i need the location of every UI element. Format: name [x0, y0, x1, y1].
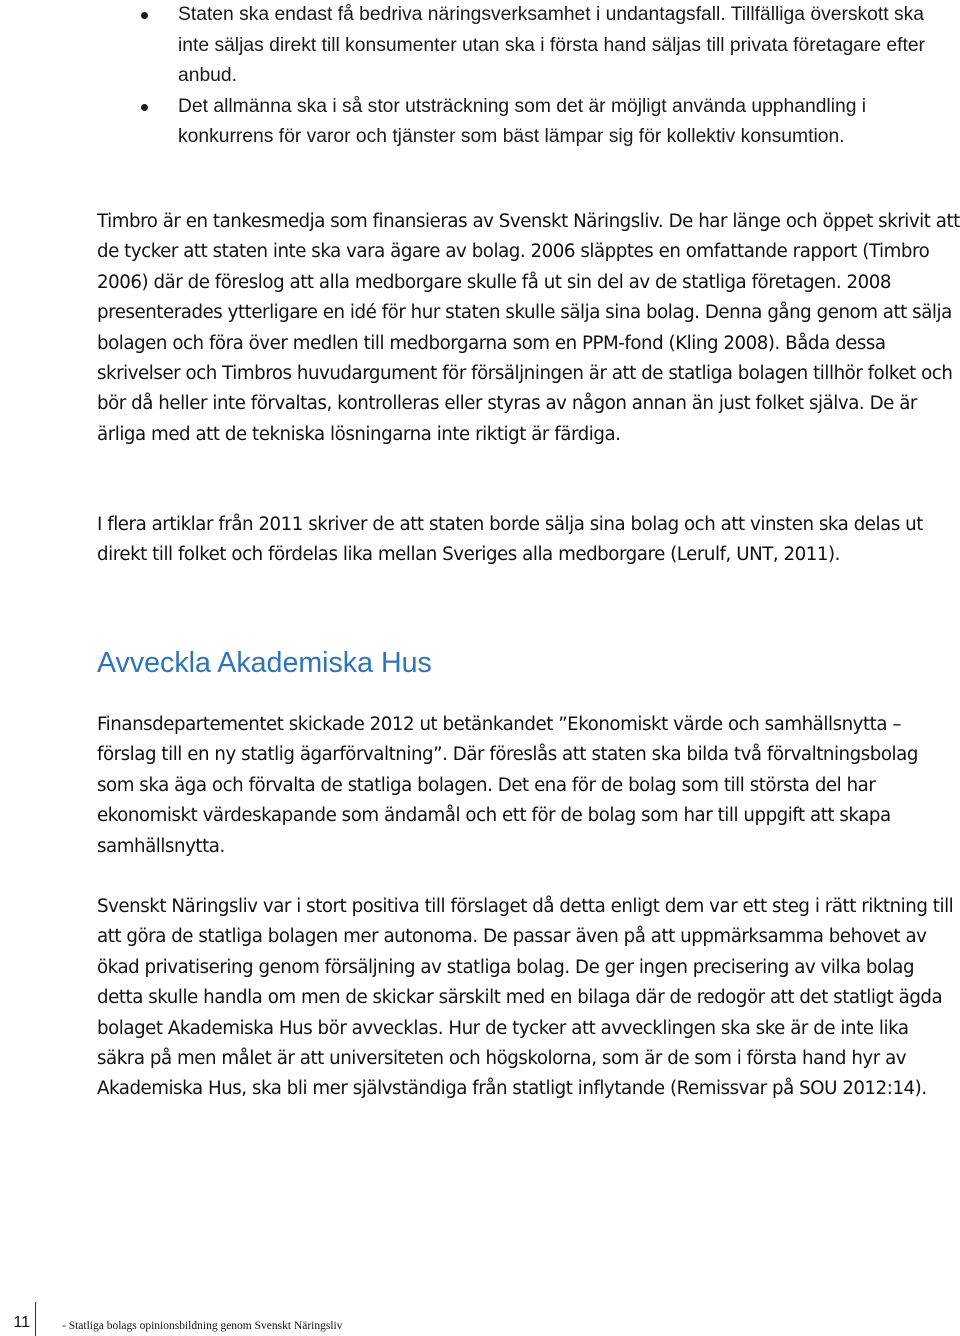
- list-item: [0, 0, 938, 92]
- paragraph-finansdepartementet: Finansdepartementet skickade 2012 ut betänkandet ”Ekonomiskt värde och samhällsnytta – förslag till en ny statlig ägarförvaltning”. Där föreslås att staten ska bilda två förvaltningsbolag som ska äga och förvalta de statliga bolagen. Det ena för de bolag som till största del har ekonomiskt värdeskapande som ändamål och ett för de bolag som har till uppgift att skapa samhällsnytta.: [97, 714, 918, 857]
- list-item: [0, 92, 938, 153]
- page-number: 11: [13, 1314, 30, 1331]
- footer-running-title: - Statliga bolags opinionsbildning genom Svenskt Näringsliv: [62, 1320, 343, 1332]
- footer-divider: [35, 1302, 36, 1336]
- paragraph-timbro: Timbro är en tankesmedja som finansieras av Svenskt Näringsliv. De har länge och öppet skrivit att de tycker att staten inte ska vara ägare av bolag. 2006 släpptes en omfattande rapport (Timbro 2006) där de föreslog att alla medborgare skulle få ut sin del av de statliga företagen. 2008 presenterades ytterligare en idé för hur staten skulle sälja sina bolag. Denna gång genom att sälja bolagen och föra över medlen till medborgarna som en PPM-fond (Kling 2008). Båda dessa skrivelser och Timbros huvudargument för försäljningen är att de statliga bolagen tillhör folket och bör då heller inte förvaltas, kontrolleras eller styras av någon annan än just folket själva. De är ärliga med att de tekniska lösningarna inte riktigt är färdiga.: [97, 211, 960, 445]
- section-heading: Avveckla Akademiska Hus: [97, 647, 432, 679]
- paragraph-articles: I flera artiklar från 2011 skriver de att staten borde sälja sina bolag och att vinsten ska delas ut direkt till folket och fördelas lika mellan Sveriges alla medborgare (Lerulf, UNT, 2011).: [97, 514, 923, 566]
- bullet-dot-icon: [141, 104, 148, 111]
- paragraph-svenskt-naringsliv: Svenskt Näringsliv var i stort positiva till förslaget då detta enligt dem var ett steg i rätt riktning till att göra de statliga bolagen mer autonoma. De passar även på att uppmärksamma behovet av ökad privatisering genom försäljning av statliga bolag. De ger ingen precisering av vilka bolag detta skulle handla om men de skickar särskilt med en bilaga där de redogör att det statligt ägda bolaget Akademiska Hus bör avvecklas. Hur de tycker att avvecklingen ska ske är de inte lika säkra på men målet är att universiteten och högskolorna, som är de som i första hand hyr av Akademiska Hus, ska bli mer självständiga från statligt inflytande (Remissvar på SOU 2012:14).: [97, 896, 954, 1100]
- bullet-list: [0, 0, 960, 153]
- bullet-text: Det allmänna ska i så stor utsträckning som det är möjligt använda upphandling i konkurrens för varor och tjänster som bäst lämpar sig för kollektiv konsumtion.: [178, 95, 867, 147]
- bullet-dot-icon: [141, 12, 148, 19]
- bullet-text: Staten ska endast få bedriva näringsverksamhet i undantagsfall. Tillfälliga överskott ska inte säljas direkt till konsumenter utan ska i första hand säljas till privata företagare efter anbud.: [178, 4, 925, 86]
